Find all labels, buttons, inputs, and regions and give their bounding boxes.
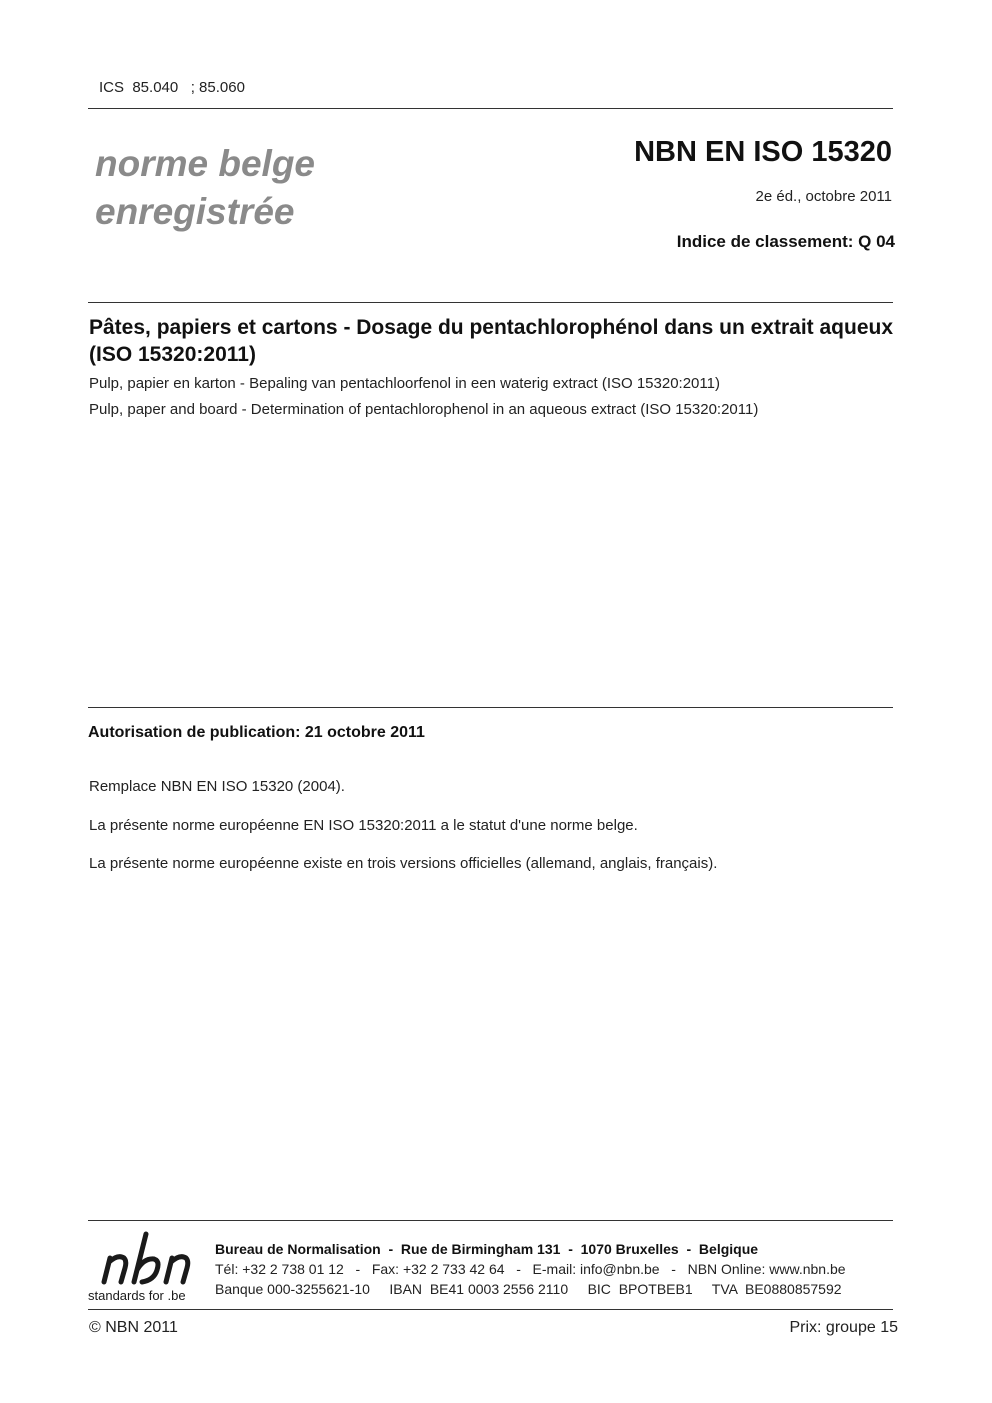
title-french: Pâtes, papiers et cartons - Dosage du pentachlorophénol dans un extrait aqueux (ISO 15320:2011) [89,316,894,366]
logo-tagline: standards for .be [88,1288,186,1303]
publication-authorization: Autorisation de publication: 21 octobre 2011 [88,724,425,741]
note-replaces: Remplace NBN EN ISO 15320 (2004). [89,778,345,795]
publication-divider [88,707,893,708]
footer-address: Bureau de Normalisation - Rue de Birmingham 131 - 1070 Bruxelles - Belgique [215,1241,759,1257]
footer-contact: Tél: +32 2 738 01 12 - Fax: +32 2 733 42 64 - E-mail: info@nbn.be - NBN Online: www.nbn.be [215,1261,846,1277]
nbn-logo [88,1230,200,1306]
bottom-divider [88,1309,893,1310]
price-group: Prix: groupe 15 [789,1319,898,1336]
footer-divider [88,1220,893,1221]
title-dutch: Pulp, papier en karton - Bepaling van pentachloorfenol in een waterig extract (ISO 15320:2011) [89,375,720,392]
header-divider [88,108,893,109]
classification-index: Indice de classement: Q 04 [676,232,895,251]
brand-title [95,140,315,236]
brand-line-1: norme belge [95,143,315,184]
edition-date: 2e éd., octobre 2011 [755,188,892,205]
title-english: Pulp, paper and board - Determination of pentachlorophenol in an aqueous extract (ISO 15320:2011) [89,401,759,418]
standard-number: NBN EN ISO 15320 [634,136,892,168]
ics-codes: ICS 85.040 ; 85.060 [99,79,245,96]
brand-line-2: enregistrée [95,191,295,232]
note-versions: La présente norme européenne existe en trois versions officielles (allemand, anglais, français). [89,855,718,872]
note-status: La présente norme européenne EN ISO 15320:2011 a le statut d'une norme belge. [89,817,638,834]
title-divider [88,302,893,303]
nbn-logo-icon [88,1230,200,1306]
copyright: © NBN 2011 [89,1319,178,1336]
footer-bank: Banque 000-3255621-10 IBAN BE41 0003 2556 2110 BIC BPOTBEB1 TVA BE0880857592 [215,1281,842,1297]
